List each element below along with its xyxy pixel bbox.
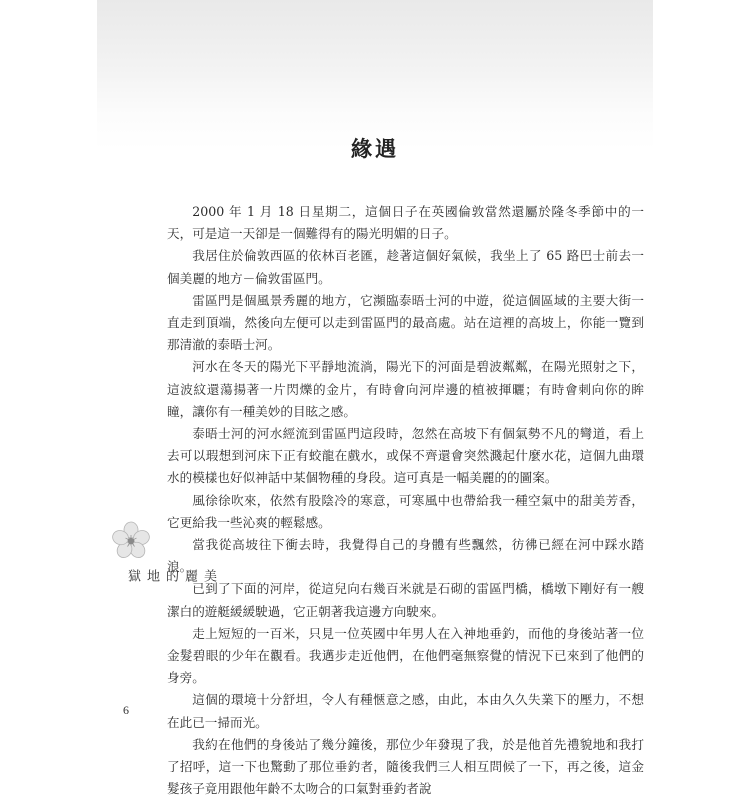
paragraph: 這個的環境十分舒坦，令人有種愜意之感，由此，本由久久失業下的壓力，不想在此已一掃而光。 [167,692,644,730]
paragraph: 風徐徐吹來，依然有股陰冷的寒意，可寒風中也帶給我一種空氣中的甜美芳香，它更給我一些沁爽的輕鬆感。 [167,492,644,530]
paragraph: 2000 年 1 月 18 日星期二，這個日子在英國倫敦當然還屬於隆冬季節中的一天，可是這一天卻是一個難得有的陽光明媚的日子。 [167,204,644,242]
paragraph: 泰晤士河的河水經流到雷區門這段時，忽然在高坡下有個氣勢不凡的彎道，看上去可以瑕想到河床下正有蛟龍在戲水，或保不齊還會突然濺起什麼水花，這個九曲環水的模樣也好似神話中某個物種的身段。這可真是一幅美麗的的圖案。 [167,426,644,486]
paragraph: 我約在他們的身後站了幾分鐘後，那位少年發現了我，於是他首先禮貌地和我打了招呼，這一下也驚動了那位垂釣者，隨後我們三人相互問候了一下，再之後，這金髮孩子竟用跟他年齡不太吻合的口氣對垂釣者說 [167,736,644,797]
plum-blossom-icon [111,520,151,560]
chapter-title: 緣遇 [351,136,399,161]
book-page [97,0,653,797]
paragraph: 走上短短的一百米，只見一位英國中年男人在入神地垂釣，而他的身後站著一位金髮碧眼的少年在觀看。我邁步走近他們，在他們毫無察覺的情況下已來到了他們的身旁。 [167,625,644,686]
paragraph: 當我從高坡往下衝去時，我覺得自己的身體有些飄然，彷彿已經在河中踩水踏浪。 [167,537,644,575]
paragraph: 河水在冬天的陽光下平靜地流淌，陽光下的河面是碧波粼粼，在陽光照射之下，這波紋還蕩揚著一片閃爍的金片，有時會向河岸邊的植被揮曬；有時會刺向你的眸瞳，讓你有一種美妙的目眩之感。 [167,359,644,419]
book-title: 美麗的地獄 [125,569,216,584]
page-number: 6 [123,703,129,717]
paragraph: 已到了下面的河岸，從這兒向右幾百米就是石砌的雷區門橋，橋墩下剛好有一艘潔白的遊艇緩緩駛過，它正朝著我這邊方向駛來。 [167,581,644,619]
body-text [167,201,644,800]
paragraph: 雷區門是個風景秀麗的地方，它瀕臨泰晤士河的中遊，從這個區域的主要大街一直走到頂端，然後向左便可以走到雷區門的最高處。站在這裡的高坡上，你能一覽到那清澈的泰晤士河。 [167,292,644,353]
paragraph: 我居住於倫敦西區的依林百老匯，趁著這個好氣候，我坐上了 65 路巴士前去一個美麗的地方－倫敦雷區門。 [167,248,644,286]
running-header-sidebar [111,520,216,584]
